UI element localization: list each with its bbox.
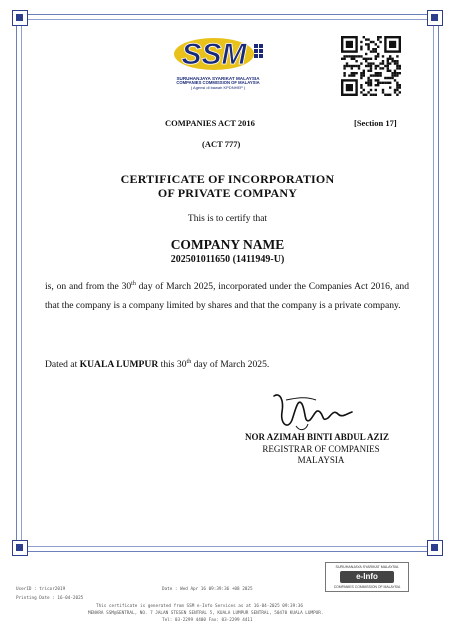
einfo-stamp: [325, 562, 409, 592]
corner-ornament-bottom-left: [12, 540, 28, 556]
registrar-country: MALAYSIA: [297, 455, 345, 465]
einfo-top-text: SURUHANJAYA SYARIKAT MALAYSIA: [335, 565, 399, 569]
dated-ordinal-suffix: th: [186, 358, 192, 365]
registrar-title: REGISTRAR OF COMPANIES: [262, 444, 380, 454]
dated-suffix: day of March 2025.: [191, 359, 270, 370]
footer-address: MENARA SSM@SENTRAL, NO. 7 JALAN STESEN SENTRAL 5, KUALA LUMPUR SENTRAL, 50470 KUALA LUMPUR.: [88, 611, 324, 616]
registrar-name: NOR AZIMAH BINTI ABDUL AZIZ: [244, 432, 390, 442]
dated-prefix: Dated at: [45, 359, 80, 370]
einfo-bottom-text: COMPANIES COMMISSION OF MALAYSIA: [333, 585, 401, 589]
svg-text:SSM: SSM: [181, 38, 247, 71]
logo-line-2: COMPANIES COMMISSION OF MALAYSIA: [176, 80, 260, 86]
certificate-title-line-1: CERTIFICATE OF INCORPORATION: [120, 172, 335, 186]
section-label: [Section 17]: [354, 118, 397, 128]
logo-line-1: SURUHANJAYA SYARIKAT MALAYSIA: [176, 76, 260, 81]
footer-user-id: UserID : tricor2019: [16, 587, 66, 592]
corner-ornament-top-right: [427, 10, 443, 26]
einfo-logo-icon: e-Info: [340, 571, 394, 583]
footer-date: Date : Wed Apr 16 09:39:36 +08 2025: [162, 587, 253, 592]
footer-printing-date: Printing Date : 16-04-2025: [16, 596, 84, 601]
body-text-part-2: day of March 2025, incorporated under the Companies Act 2016, and that the company is a company limited by shares and that the company is a private company.: [45, 281, 409, 311]
registrar-signature: [266, 390, 358, 434]
dated-place: KUALA LUMPUR: [79, 359, 159, 370]
corner-ornament-bottom-right: [427, 540, 443, 556]
dated-line: [45, 359, 269, 370]
footer-contact: Tel: 03-2299 4400 Fax: 03-2299 4411: [162, 618, 253, 623]
company-name: COMPANY NAME: [170, 237, 285, 252]
certificate-title-line-2: OF PRIVATE COMPANY: [157, 186, 298, 200]
body-text-part-1: is, on and from the 30: [45, 281, 132, 292]
certificate-body-paragraph: [45, 278, 409, 315]
certify-text: This is to certify that: [187, 214, 268, 224]
company-number: 202501011650 (1411949-U): [170, 254, 285, 265]
logo-line-3: ( Agensi di bawah KPDNHEP ): [190, 85, 246, 91]
qr-code-icon: [341, 36, 401, 96]
ssm-logo-icon: [168, 32, 268, 76]
corner-ornament-top-left: [12, 10, 28, 26]
dated-mid: this 30: [158, 359, 187, 370]
body-ordinal-suffix: th: [131, 280, 136, 287]
act-title: COMPANIES ACT 2016: [165, 118, 255, 128]
act-number: (ACT 777): [202, 139, 241, 149]
footer-generated-note: This certificate is generated from SSM e-Info Services as at 16-04-2025 09:39:36: [96, 604, 303, 609]
ssm-logo: [158, 32, 278, 102]
